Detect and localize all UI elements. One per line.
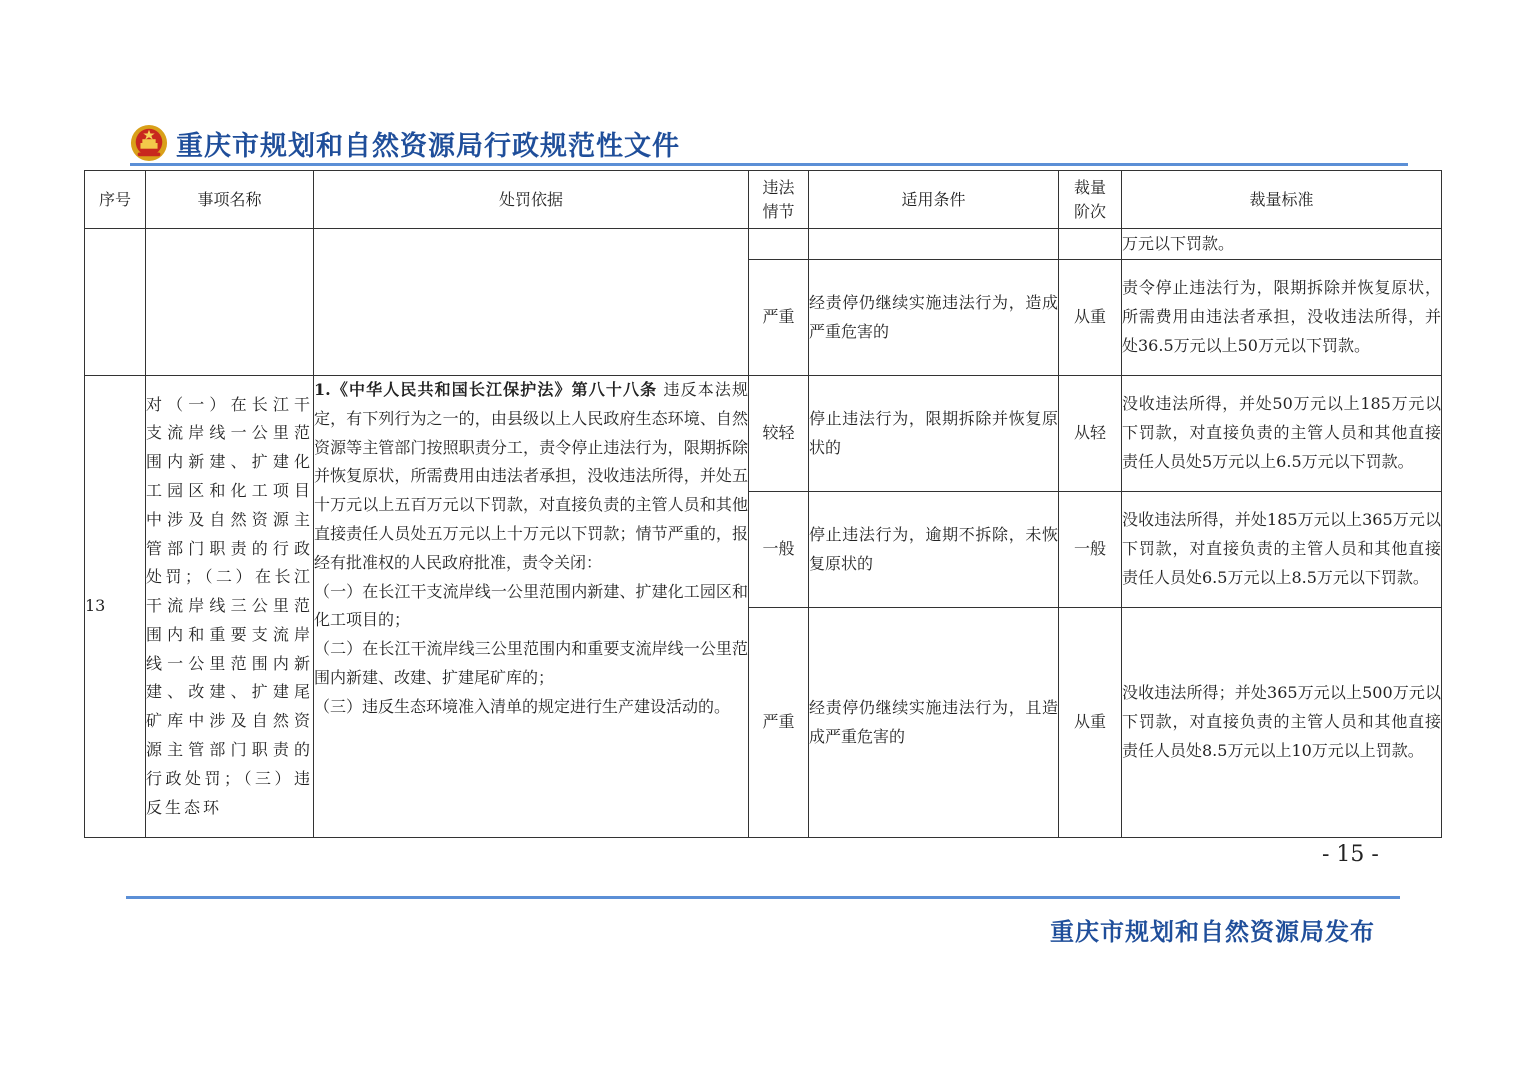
footer-rule: [126, 896, 1400, 899]
cont-basis-cell: [314, 229, 749, 376]
seq-cell: 13: [85, 376, 146, 838]
national-emblem-icon: [130, 124, 168, 162]
cont-level-cell: [1059, 229, 1122, 260]
header-basis: 处罚依据: [314, 171, 749, 229]
standard-cell: 没收违法所得，并处50万元以上185万元以下罚款，对直接负责的主管人员和其他直接责任人员处5万元以上6.5万元以下罚款。: [1122, 376, 1442, 492]
cont-circumstance-cell: [749, 229, 809, 260]
basis-body: 违反本法规定，有下列行为之一的，由县级以上人民政府生态环境、自然资源等主管部门按照职责分工，责令停止违法行为，限期拆除并恢复原状，所需费用由违法者承担，没收违法所得，并处五十万元以上五百万元以下罚款，对直接负责的主管人员和其他直接责任人员处五万元以上十万元以下罚款；情节严重的，报经有批准权的人民政府批准，责令关闭：: [314, 380, 748, 572]
circumstance-cell: 严重: [749, 260, 809, 376]
header-item: 事项名称: [146, 171, 314, 229]
header-rule: [130, 163, 1408, 166]
cont-condition-cell: [809, 229, 1059, 260]
cont-item-cell: [146, 229, 314, 376]
header-level-line2: 阶次: [1073, 201, 1106, 221]
header-standard: 裁量标准: [1122, 171, 1442, 229]
level-cell: 一般: [1059, 492, 1122, 608]
document-title: 重庆市规划和自然资源局行政规范性文件: [176, 130, 680, 162]
basis-item-1: （一）在长江干支流岸线一公里范围内新建、扩建化工园区和化工项目的；: [314, 581, 748, 630]
condition-cell: 停止违法行为，限期拆除并恢复原状的: [809, 376, 1059, 492]
header-circumstance-line2: 情节: [762, 201, 795, 221]
basis-item-3: （三）违反生态环境准入清单的规定进行生产建设活动的。: [314, 696, 731, 716]
standard-cell: 责令停止违法行为，限期拆除并恢复原状，所需费用由违法者承担，没收违法所得，并处36.5万元以上50万元以下罚款。: [1122, 260, 1442, 376]
condition-cell: 停止违法行为，逾期不拆除，未恢复原状的: [809, 492, 1059, 608]
header-level-line1: 裁量: [1073, 177, 1106, 197]
header-level: [1059, 171, 1122, 229]
level-cell: 从重: [1059, 260, 1122, 376]
condition-cell: 经责停仍继续实施违法行为，造成严重危害的: [809, 260, 1059, 376]
table-row: [85, 229, 1442, 260]
level-cell: 从重: [1059, 608, 1122, 838]
header-circumstance-line1: 违法: [762, 177, 795, 197]
cont-seq-cell: [85, 229, 146, 376]
standard-cell: 没收违法所得；并处365万元以上500万元以下罚款，对直接负责的主管人员和其他直接责任人员处8.5万元以上10万元以上罚款。: [1122, 608, 1442, 838]
circumstance-cell: 严重: [749, 608, 809, 838]
header-condition: 适用条件: [809, 171, 1059, 229]
header-circumstance: [749, 171, 809, 229]
level-cell: 从轻: [1059, 376, 1122, 492]
document-header: [130, 120, 680, 166]
circumstance-cell: 一般: [749, 492, 809, 608]
basis-law-title: 1.《中华人民共和国长江保护法》第八十八条: [314, 380, 658, 399]
circumstance-cell: 较轻: [749, 376, 809, 492]
item-name-cell: 对（一）在长江干支流岸线一公里范围内新建、扩建化工园区和化工项目中涉及自然资源主管部门职责的行政处罚；（二）在长江干流岸线三公里范围内和重要支流岸线一公里范围内新建、改建、扩建尾矿库中涉及自然资源主管部门职责的行政处罚；（三）违反生态环: [146, 376, 314, 838]
table-row: [85, 376, 1442, 492]
publisher-name: 重庆市规划和自然资源局发布: [1050, 917, 1375, 946]
condition-cell: 经责停仍继续实施违法行为，且造成严重危害的: [809, 608, 1059, 838]
penalty-discretion-table: [84, 170, 1442, 838]
cont-standard-cell: 万元以下罚款。: [1122, 229, 1442, 260]
basis-item-2: （二）在长江干流岸线三公里范围内和重要支流岸线一公里范围内新建、改建、扩建尾矿库的；: [314, 639, 748, 687]
basis-cell: [314, 376, 749, 838]
page-number: - 15 -: [1322, 842, 1379, 867]
standard-cell: 没收违法所得，并处185万元以上365万元以下罚款，对直接负责的主管人员和其他直接责任人员处6.5万元以上8.5万元以下罚款。: [1122, 492, 1442, 608]
table-header-row: [85, 171, 1442, 229]
header-seq: 序号: [85, 171, 146, 229]
